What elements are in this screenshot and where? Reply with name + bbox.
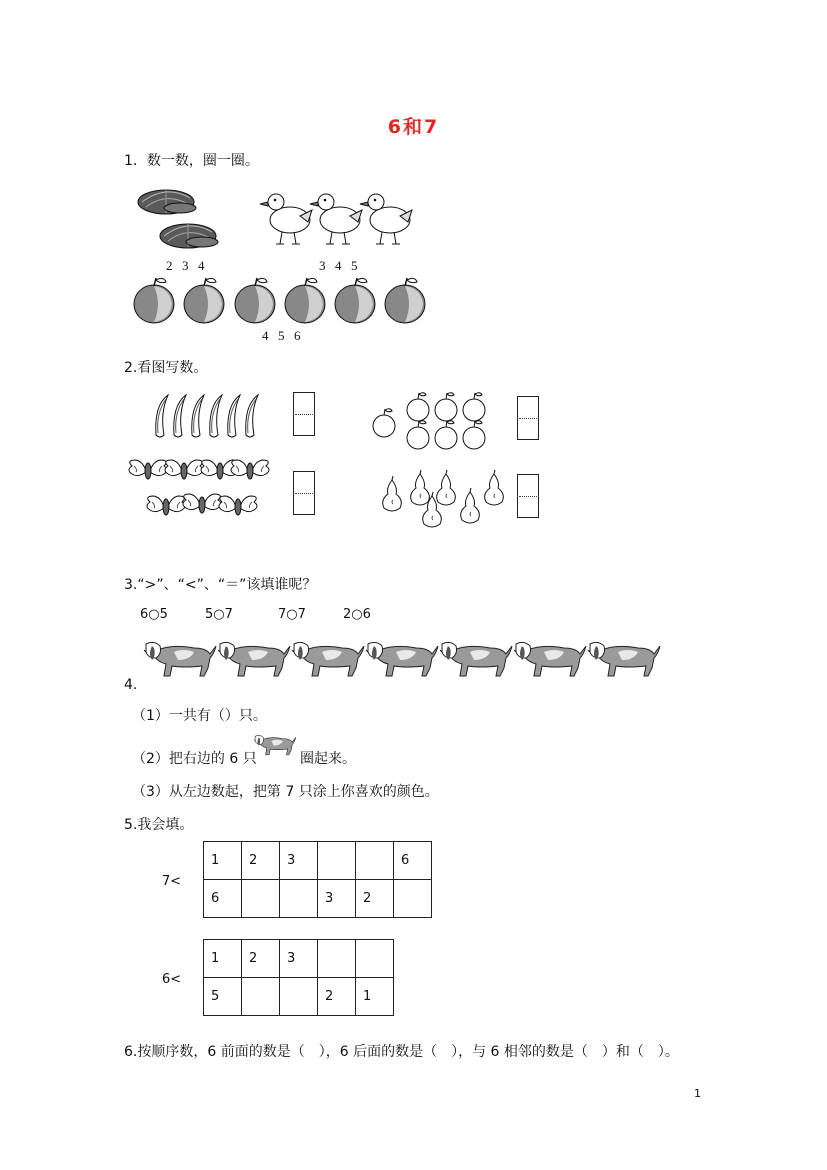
table-cell[interactable]: 3 xyxy=(280,940,318,978)
question-6-text: 6.按顺序数，6 前面的数是（ ），6 后面的数是（ ），与 6 相邻的数是（ ）和（ ）。 xyxy=(124,1044,679,1060)
ducks-count-options xyxy=(319,258,367,274)
table-cell[interactable] xyxy=(394,880,432,918)
banana-icon xyxy=(192,395,204,437)
question-1-heading: 1．数一数，圈一圈。 xyxy=(124,153,259,169)
dog-icon[interactable] xyxy=(218,642,290,676)
compare-item xyxy=(205,607,233,622)
compare-right: 7 xyxy=(297,607,306,622)
apple-icon xyxy=(435,421,457,449)
table-cell[interactable] xyxy=(318,940,356,978)
table-cell[interactable] xyxy=(280,978,318,1016)
question-4-sub2-suffix: 圈起来。 xyxy=(300,751,356,767)
number-table-1 xyxy=(203,841,432,918)
compare-right: 7 xyxy=(224,607,233,622)
duck-icon xyxy=(360,194,412,244)
table-cell[interactable] xyxy=(318,842,356,880)
table-1-label: 7< xyxy=(162,874,182,889)
hat-icon xyxy=(138,190,196,214)
apples-illustration xyxy=(134,282,426,322)
pear-icon xyxy=(461,488,480,523)
table-row xyxy=(204,880,432,918)
duck-icon xyxy=(310,194,362,244)
table-row xyxy=(204,978,394,1016)
option-number[interactable]: 3 xyxy=(182,258,189,273)
banana-icon xyxy=(156,395,168,437)
table-cell[interactable]: 1 xyxy=(356,978,394,1016)
apple-icon xyxy=(184,278,224,323)
hat-icon xyxy=(160,224,218,248)
option-number[interactable]: 6 xyxy=(294,328,301,343)
apple-icon xyxy=(235,278,275,323)
question-2-heading: 2.看图写数。 xyxy=(124,360,208,376)
table-cell[interactable]: 2 xyxy=(356,880,394,918)
butterfly-icon xyxy=(147,496,185,515)
apple-icon xyxy=(463,393,485,421)
question-4-heading: 4. xyxy=(124,677,138,693)
banana-icon xyxy=(174,395,186,437)
question-4-sub2-prefix: （2）把右边的 6 只 xyxy=(132,751,257,767)
dog-icon[interactable] xyxy=(588,642,660,676)
dog-icon[interactable] xyxy=(440,642,512,676)
butterfly-icon xyxy=(183,494,221,513)
table-cell[interactable]: 1 xyxy=(204,940,242,978)
table-cell[interactable] xyxy=(356,842,394,880)
dog-icon[interactable] xyxy=(514,642,586,676)
compare-item xyxy=(343,607,371,622)
apple-icon xyxy=(435,393,457,421)
apple-icon xyxy=(285,278,325,323)
option-number[interactable]: 5 xyxy=(351,258,358,273)
butterfly-icon xyxy=(165,460,203,479)
table-cell[interactable]: 3 xyxy=(280,842,318,880)
question-5-heading: 5.我会填。 xyxy=(124,817,194,833)
option-number[interactable]: 4 xyxy=(335,258,342,273)
banana-icon xyxy=(228,395,240,437)
pear-icon xyxy=(437,470,456,505)
compare-left: 6 xyxy=(140,607,149,622)
butterfly-icon xyxy=(219,496,257,515)
table-cell[interactable]: 5 xyxy=(204,978,242,1016)
dogs-row-illustration xyxy=(144,640,664,682)
option-number[interactable]: 5 xyxy=(278,328,285,343)
table-2-label: 6< xyxy=(162,972,182,987)
butterfly-icon xyxy=(231,460,269,479)
question-3-heading: 3.“>”、“<”、“＝”该填谁呢？ xyxy=(124,577,317,593)
table-cell[interactable]: 6 xyxy=(204,880,242,918)
table-cell[interactable]: 3 xyxy=(318,880,356,918)
butterflies-illustration xyxy=(128,460,273,522)
table-cell[interactable]: 2 xyxy=(242,842,280,880)
apple-icon xyxy=(407,421,429,449)
table-cell[interactable] xyxy=(242,880,280,918)
apple-icon xyxy=(373,409,395,437)
compare-circle[interactable]: ○ xyxy=(286,607,298,622)
table-cell[interactable] xyxy=(280,880,318,918)
answer-box-butterflies[interactable] xyxy=(293,471,315,515)
pears-illustration xyxy=(382,474,512,526)
banana-icon xyxy=(210,395,222,437)
compare-left: 7 xyxy=(278,607,287,622)
compare-circle[interactable]: ○ xyxy=(351,607,363,622)
compare-circle[interactable]: ○ xyxy=(213,607,225,622)
apple-icon xyxy=(463,421,485,449)
question-4-sub1: （1）一共有（）只。 xyxy=(132,708,267,724)
ducks-illustration xyxy=(262,190,422,254)
apples-small-illustration xyxy=(372,392,497,452)
page-title: 6和7 xyxy=(387,116,440,138)
question-4-sub3: （3）从左边数起，把第 7 只涂上你喜欢的颜色。 xyxy=(132,784,439,800)
option-number[interactable]: 3 xyxy=(319,258,326,273)
table-cell[interactable] xyxy=(356,940,394,978)
table-row xyxy=(204,842,432,880)
pear-icon xyxy=(383,476,402,511)
compare-item xyxy=(278,607,306,622)
table-cell[interactable]: 6 xyxy=(394,842,432,880)
bananas-illustration xyxy=(152,395,272,437)
option-number[interactable]: 4 xyxy=(262,328,269,343)
pear-icon xyxy=(485,470,504,505)
apple-icon xyxy=(407,393,429,421)
dog-icon[interactable] xyxy=(292,642,364,676)
butterfly-icon xyxy=(129,460,167,479)
table-cell[interactable] xyxy=(242,978,280,1016)
banana-icon xyxy=(246,395,258,437)
compare-item xyxy=(140,607,168,622)
table-cell[interactable]: 1 xyxy=(204,842,242,880)
page-number: 1 xyxy=(694,1087,701,1100)
table-cell[interactable]: 2 xyxy=(242,940,280,978)
hats-count-options xyxy=(166,258,214,274)
answer-box-apples[interactable] xyxy=(517,396,539,440)
duck-icon xyxy=(260,194,312,244)
option-number[interactable]: 4 xyxy=(198,258,205,273)
option-number[interactable]: 2 xyxy=(166,258,173,273)
compare-right: 5 xyxy=(159,607,168,622)
compare-circle[interactable]: ○ xyxy=(148,607,160,622)
compare-left: 2 xyxy=(343,607,352,622)
answer-box-pears[interactable] xyxy=(517,474,539,518)
compare-left: 5 xyxy=(205,607,214,622)
apple-icon xyxy=(134,278,174,323)
dog-icon[interactable] xyxy=(144,642,216,676)
dog-icon[interactable] xyxy=(366,642,438,676)
compare-right: 6 xyxy=(362,607,371,622)
dog-inline-icon xyxy=(254,734,298,758)
table-cell[interactable]: 2 xyxy=(318,978,356,1016)
apple-icon xyxy=(385,278,425,323)
pear-icon xyxy=(411,470,430,505)
apples-count-options xyxy=(262,328,310,344)
table-row xyxy=(204,940,394,978)
answer-box-bananas[interactable] xyxy=(293,392,315,436)
hats-illustration xyxy=(136,180,226,255)
number-table-2 xyxy=(203,939,394,1016)
apple-icon xyxy=(335,278,375,323)
